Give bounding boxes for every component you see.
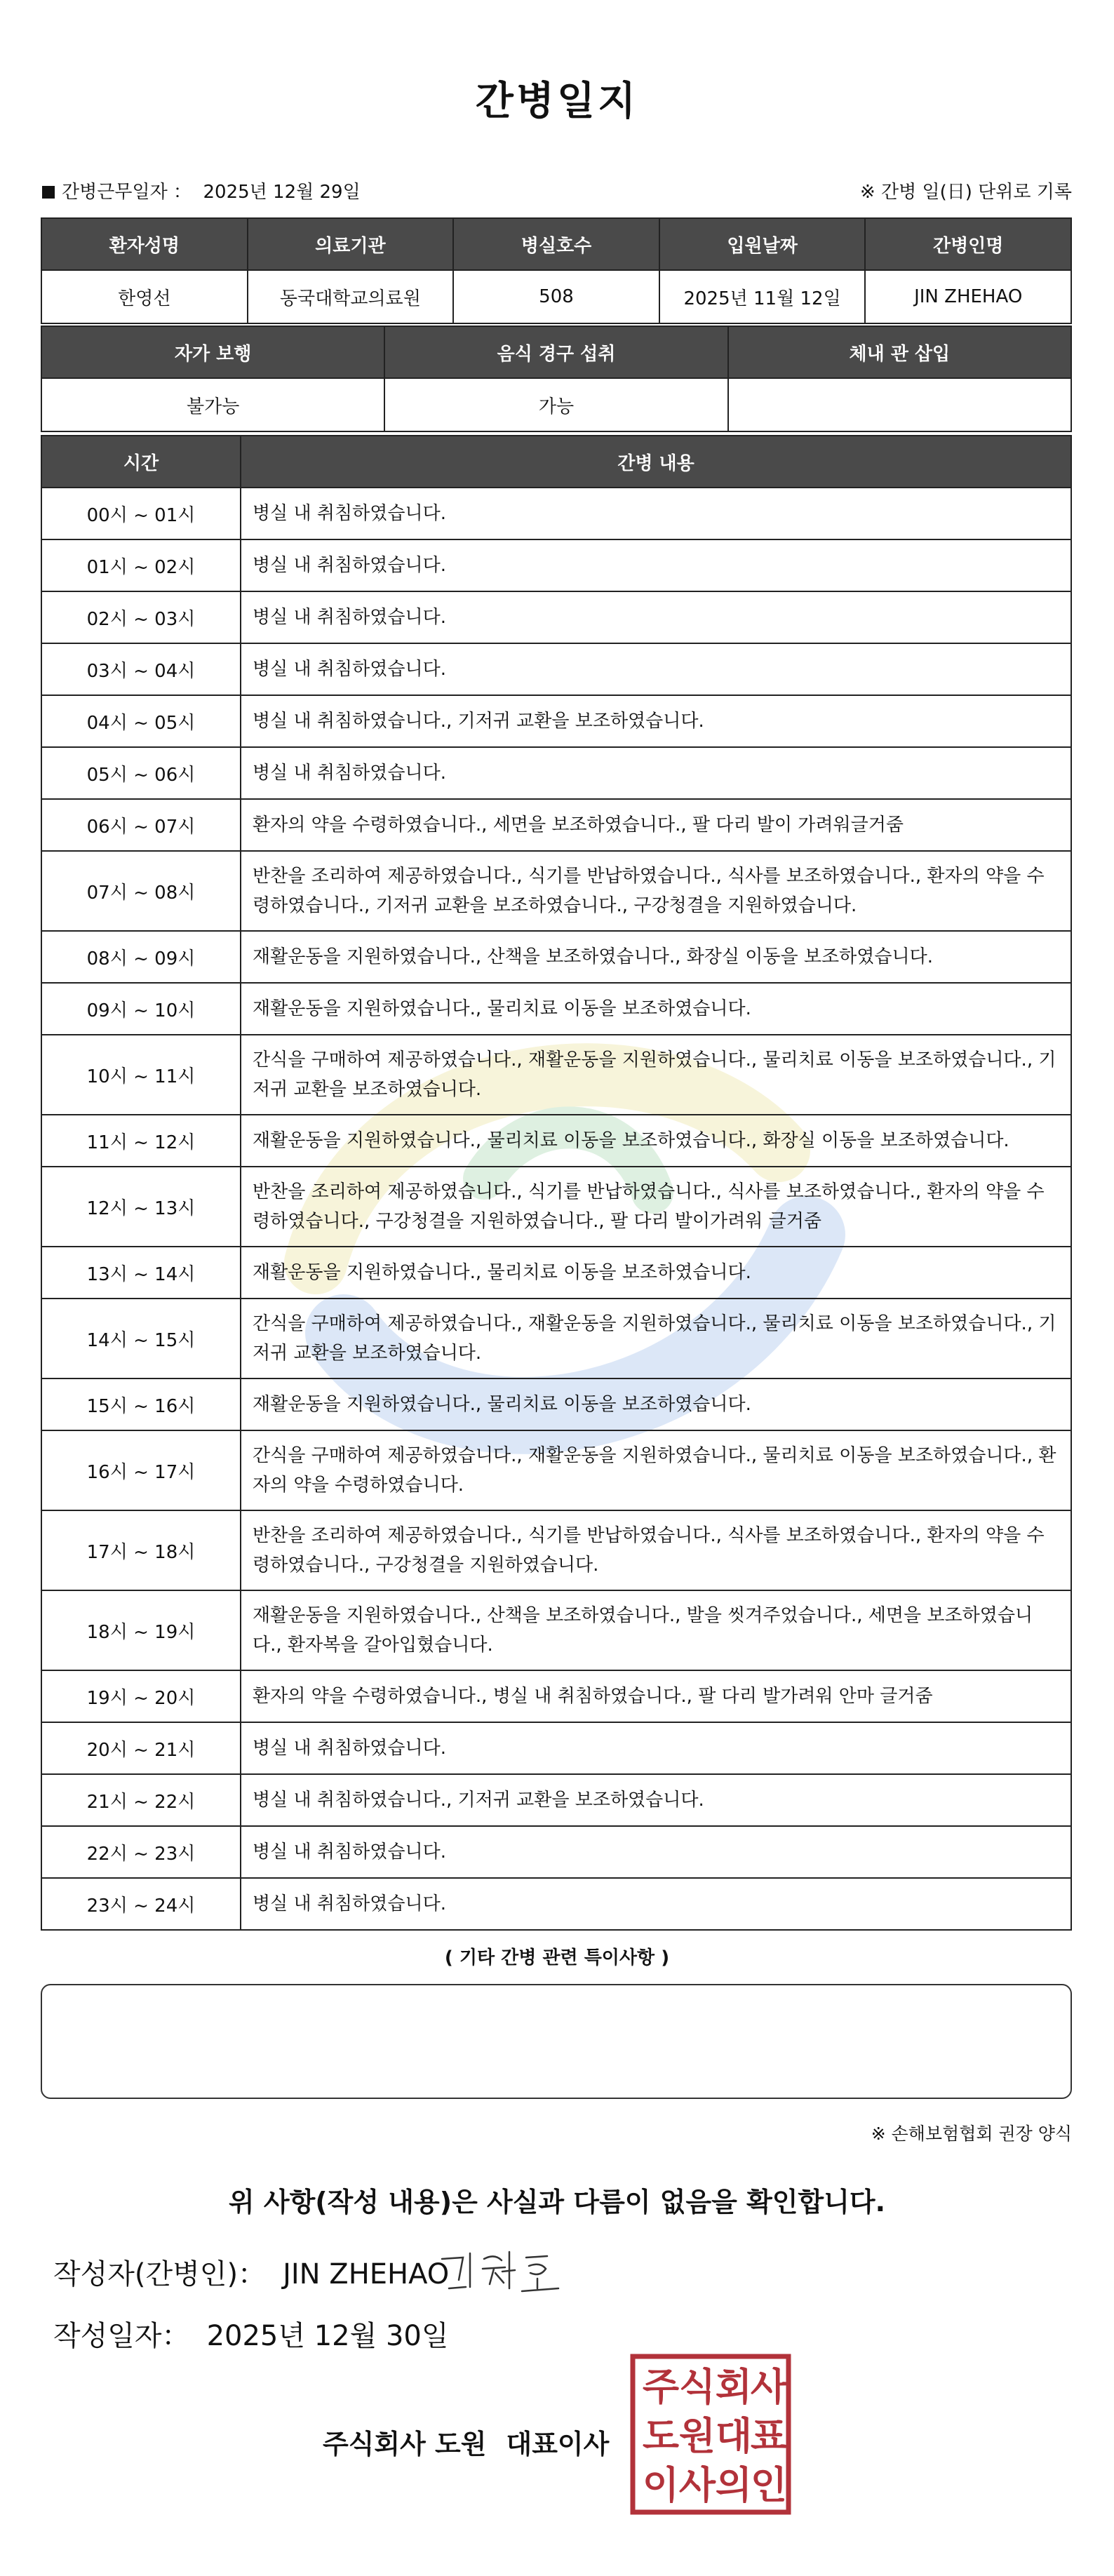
svg-text:이: 이 <box>642 2463 680 2507</box>
table-row <box>41 851 1071 931</box>
patient-info-table <box>41 217 1072 324</box>
table-row <box>41 488 1071 539</box>
content-cell: 병실 내 취침하였습니다. <box>241 539 1071 591</box>
notes-label: ( 기타 간병 관련 특이사항 ) <box>444 1947 670 1968</box>
table-row <box>41 1167 1071 1247</box>
content-cell: 병실 내 취침하였습니다. <box>241 747 1071 799</box>
table-row <box>41 591 1071 643</box>
svg-text:사: 사 <box>750 2365 788 2409</box>
svg-text:표: 표 <box>750 2414 788 2458</box>
time-cell: 19시 ~ 20시 <box>41 1670 241 1722</box>
header-room: 병실호수 <box>453 218 659 270</box>
table-row <box>41 539 1071 591</box>
content-cell: 재활운동을 지원하였습니다., 물리치료 이동을 보조하였습니다., 화장실 이동을 보조하였습니다. <box>241 1115 1071 1167</box>
company-name: 주식회사 도원 <box>323 2429 487 2460</box>
time-cell: 16시 ~ 17시 <box>41 1430 241 1510</box>
header-oral-intake: 음식 경구 섭취 <box>384 326 727 378</box>
content-cell: 병실 내 취침하였습니다. <box>241 591 1071 643</box>
table-row <box>41 1378 1071 1430</box>
time-cell: 10시 ~ 11시 <box>41 1035 241 1115</box>
svg-text:주: 주 <box>642 2365 680 2409</box>
table-row <box>41 983 1071 1035</box>
work-date-label: 간병근무일자 ： <box>62 182 192 203</box>
content-cell: 간식을 구매하여 제공하였습니다., 재활운동을 지원하였습니다., 물리치료 이동을 보조하였습니다., 기저귀 교환을 보조하였습니다. <box>241 1299 1071 1378</box>
time-cell: 14시 ~ 15시 <box>41 1299 241 1378</box>
company-seal-stamp <box>630 2354 791 2515</box>
time-cell: 11시 ~ 12시 <box>41 1115 241 1167</box>
table-row <box>41 695 1071 747</box>
time-cell: 15시 ~ 16시 <box>41 1378 241 1430</box>
content-cell: 환자의 약을 수령하였습니다., 병실 내 취침하였습니다., 팔 다리 발가려워 안마 글거줌 <box>241 1670 1071 1722</box>
square-bullet-icon <box>42 186 55 199</box>
time-cell: 13시 ~ 14시 <box>41 1247 241 1299</box>
table-row <box>41 1878 1071 1930</box>
handwritten-signature <box>435 2238 568 2301</box>
writer-name: JIN ZHEHAO <box>283 2258 450 2290</box>
table-row <box>41 799 1071 851</box>
tube-status <box>728 378 1071 431</box>
form-source-note: ※ 손해보험협회 권장 양식 <box>871 2124 1072 2144</box>
record-unit-note: ※ 간병 일(日) 단위로 기록 <box>859 182 1072 203</box>
content-cell: 재활운동을 지원하였습니다., 산책을 보조하였습니다., 화장실 이동을 보조하였습니다. <box>241 931 1071 983</box>
time-cell: 23시 ~ 24시 <box>41 1878 241 1930</box>
svg-text:대: 대 <box>715 2414 753 2458</box>
table-row <box>41 1774 1071 1826</box>
header-caregiver: 간병인명 <box>865 218 1071 270</box>
table-row <box>41 1299 1071 1378</box>
time-cell: 09시 ~ 10시 <box>41 983 241 1035</box>
care-log-table <box>41 435 1072 1931</box>
representative-title: 대표이사 <box>506 2429 610 2460</box>
writer-line <box>53 2252 449 2292</box>
writer-label: 작성자(간병인)： <box>53 2258 267 2290</box>
time-cell: 01시 ~ 02시 <box>41 539 241 591</box>
admit-date: 2025년 11월 12일 <box>659 270 866 323</box>
content-cell: 병실 내 취침하였습니다. <box>241 488 1071 539</box>
header-patient-name: 환자성명 <box>41 218 248 270</box>
content-cell: 환자의 약을 수령하였습니다., 세면을 보조하였습니다., 팔 다리 발이 가려워글거줌 <box>241 799 1071 851</box>
content-cell: 병실 내 취침하였습니다., 기저귀 교환을 보조하였습니다. <box>241 695 1071 747</box>
work-date-value: 2025년 12월 29일 <box>203 182 361 203</box>
svg-text:원: 원 <box>678 2414 716 2458</box>
time-cell: 22시 ~ 23시 <box>41 1826 241 1878</box>
patient-status-table <box>41 326 1072 432</box>
svg-text:회: 회 <box>715 2365 753 2409</box>
hospital: 동국대학교의료원 <box>248 270 454 323</box>
time-cell: 03시 ~ 04시 <box>41 643 241 695</box>
content-cell: 간식을 구매하여 제공하였습니다., 재활운동을 지원하였습니다., 물리치료 이동을 보조하였습니다., 기저귀 교환을 보조하였습니다. <box>241 1035 1071 1115</box>
content-cell: 재활운동을 지원하였습니다., 물리치료 이동을 보조하였습니다. <box>241 1378 1071 1430</box>
content-cell: 반찬을 조리하여 제공하였습니다., 식기를 반납하였습니다., 식사를 보조하였습니다., 환자의 약을 수령하였습니다., 구강청결을 지원하였습니다. <box>241 1510 1071 1590</box>
content-cell: 간식을 구매하여 제공하였습니다., 재활운동을 지원하였습니다., 물리치료 이동을 보조하였습니다., 환자의 약을 수령하였습니다. <box>241 1430 1071 1510</box>
written-date-label: 작성일자： <box>53 2320 190 2352</box>
content-cell: 재활운동을 지원하였습니다., 산책을 보조하였습니다., 발을 씻겨주었습니다., 세면을 보조하였습니다., 환자복을 갈아입혔습니다. <box>241 1590 1071 1670</box>
time-cell: 04시 ~ 05시 <box>41 695 241 747</box>
time-cell: 08시 ~ 09시 <box>41 931 241 983</box>
company-line <box>323 2422 609 2461</box>
time-cell: 20시 ~ 21시 <box>41 1722 241 1774</box>
written-date-value: 2025년 12월 30일 <box>206 2320 449 2352</box>
time-cell: 00시 ~ 01시 <box>41 488 241 539</box>
content-cell: 반찬을 조리하여 제공하였습니다., 식기를 반납하였습니다., 식사를 보조하였습니다., 환자의 약을 수령하였습니다., 기저귀 교환을 보조하였습니다., 구강청결을 지원하였습니다. <box>241 851 1071 931</box>
time-cell: 18시 ~ 19시 <box>41 1590 241 1670</box>
content-cell: 반찬을 조리하여 제공하였습니다., 식기를 반납하였습니다., 식사를 보조하였습니다., 환자의 약을 수령하였습니다., 구강청결을 지원하였습니다., 팔 다리 발이가려워 글거줌 <box>241 1167 1071 1247</box>
table-row <box>41 1510 1071 1590</box>
table-row <box>41 747 1071 799</box>
header-time: 시간 <box>41 436 241 488</box>
page-title: 간병일지 <box>475 79 639 124</box>
work-date <box>42 177 361 203</box>
table-row <box>41 1722 1071 1774</box>
table-row <box>41 1035 1071 1115</box>
confirmation-statement: 위 사항(작성 내용)은 사실과 다름이 없음을 확인합니다. <box>228 2187 886 2218</box>
time-cell: 06시 ~ 07시 <box>41 799 241 851</box>
content-cell: 재활운동을 지원하였습니다., 물리치료 이동을 보조하였습니다. <box>241 983 1071 1035</box>
room-number: 508 <box>453 270 659 323</box>
table-row <box>41 643 1071 695</box>
content-cell: 병실 내 취침하였습니다., 기저귀 교환을 보조하였습니다. <box>241 1774 1071 1826</box>
table-row <box>41 1826 1071 1878</box>
table-row <box>41 1430 1071 1510</box>
time-cell: 12시 ~ 13시 <box>41 1167 241 1247</box>
header-admit-date: 입원날짜 <box>659 218 866 270</box>
header-hospital: 의료기관 <box>248 218 454 270</box>
header-tube: 체내 관 삽입 <box>728 326 1071 378</box>
content-cell: 병실 내 취침하였습니다. <box>241 1722 1071 1774</box>
table-row <box>41 1670 1071 1722</box>
table-row <box>41 1590 1071 1670</box>
table-row <box>41 1247 1071 1299</box>
time-cell: 02시 ~ 03시 <box>41 591 241 643</box>
notes-box <box>41 1984 1072 2099</box>
time-cell: 21시 ~ 22시 <box>41 1774 241 1826</box>
svg-text:의: 의 <box>715 2463 753 2507</box>
content-cell: 병실 내 취침하였습니다. <box>241 643 1071 695</box>
header-content: 간병 내용 <box>241 436 1071 488</box>
content-cell: 병실 내 취침하였습니다. <box>241 1878 1071 1930</box>
svg-text:인: 인 <box>750 2463 788 2507</box>
time-cell: 17시 ~ 18시 <box>41 1510 241 1590</box>
walking-status: 불가능 <box>41 378 384 431</box>
svg-text:식: 식 <box>678 2365 716 2409</box>
oral-intake-status: 가능 <box>384 378 727 431</box>
content-cell: 병실 내 취침하였습니다. <box>241 1826 1071 1878</box>
time-cell: 05시 ~ 06시 <box>41 747 241 799</box>
patient-name: 한영선 <box>41 270 248 323</box>
written-date-line <box>53 2314 449 2354</box>
time-cell: 07시 ~ 08시 <box>41 851 241 931</box>
content-cell: 재활운동을 지원하였습니다., 물리치료 이동을 보조하였습니다. <box>241 1247 1071 1299</box>
svg-text:사: 사 <box>678 2463 716 2507</box>
table-row <box>41 931 1071 983</box>
header-walking: 자가 보행 <box>41 326 384 378</box>
svg-text:도: 도 <box>642 2414 680 2458</box>
caregiver-name: JIN ZHEHAO <box>865 270 1071 323</box>
table-row <box>41 1115 1071 1167</box>
